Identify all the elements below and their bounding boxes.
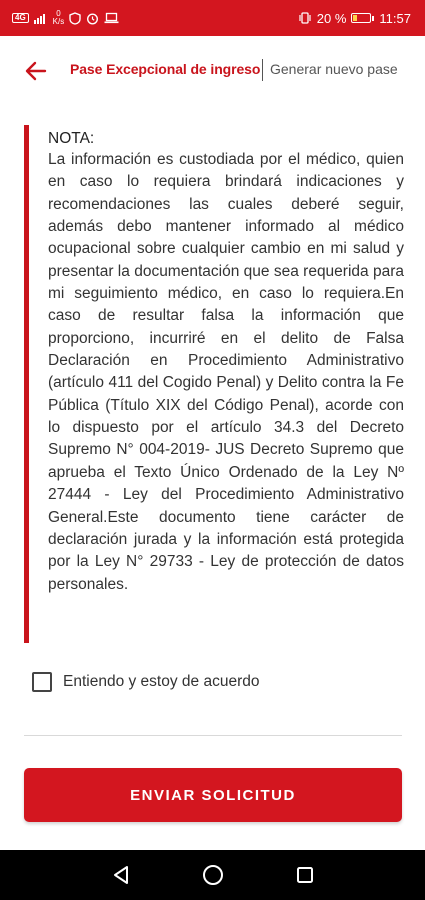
nav-recents-button[interactable] [293, 863, 317, 887]
nav-home-button[interactable] [201, 863, 225, 887]
agreement-checkbox[interactable] [32, 672, 52, 692]
laptop-icon [104, 12, 119, 24]
signal-icon [34, 12, 48, 24]
data-speed-icon: 0 K/s [52, 9, 65, 26]
clock: 11:57 [379, 10, 411, 26]
back-triangle-icon [112, 865, 130, 885]
home-circle-icon [202, 864, 224, 886]
divider [24, 735, 402, 736]
network-type-icon: 4G [12, 13, 29, 23]
generate-new-pass-link[interactable]: Generar nuevo pase [270, 61, 398, 77]
battery-icon [351, 13, 374, 23]
header-divider [262, 59, 263, 81]
agreement-row[interactable] [32, 672, 259, 692]
system-nav-bar [0, 850, 425, 900]
note-block [24, 125, 404, 643]
note-body: La información es custodiada por el médico, quien en caso lo requiera brindará indicaciones y recomendaciones las cuales deberé seguir, además debo mantener informado al médico ocupacional sobre cualquier cambio en mi salud y presentar la documentación que sea requerida para mi seguimiento médico, en caso lo requiera.En caso de resultar falsa la información que proporciono, incurriré en el delito de Falsa Declaración en Procedimiento Administrativo (artículo 411 del Cogido Penal) y Delito contra la Fe Pública (Título XIX del Código Penal), acorde con lo dispuesto por el artículo 34.3 del Decreto Supremo N° 004-2019- JUS Decreto Supremo que aprueba el Texto Único Ordenado de la Ley Nº 27444 - Ley del Procedimiento Administrativo General.Este documento tiene carácter de declaración jurada y la información está protegida por la Ley N° 29733 - Ley de protección de datos personales. [48, 151, 404, 593]
battery-percent: 20 % [316, 10, 347, 26]
status-left [12, 10, 119, 26]
back-button[interactable] [20, 56, 52, 86]
nav-back-button[interactable] [109, 863, 133, 887]
arrow-left-icon [25, 61, 47, 81]
recents-square-icon [296, 866, 314, 884]
status-right [298, 11, 411, 26]
note-title: NOTA: [48, 130, 95, 147]
shield-icon [69, 12, 81, 25]
status-bar [0, 0, 425, 36]
vibrate-icon [298, 12, 312, 24]
app-header [0, 36, 425, 104]
submit-request-button[interactable]: ENVIAR SOLICITUD [24, 768, 402, 822]
agreement-label[interactable]: Entiendo y estoy de acuerdo [63, 673, 260, 690]
alarm-icon [86, 12, 99, 25]
battery-fill [353, 15, 356, 21]
page-title: Pase Excepcional de ingreso [70, 61, 261, 77]
